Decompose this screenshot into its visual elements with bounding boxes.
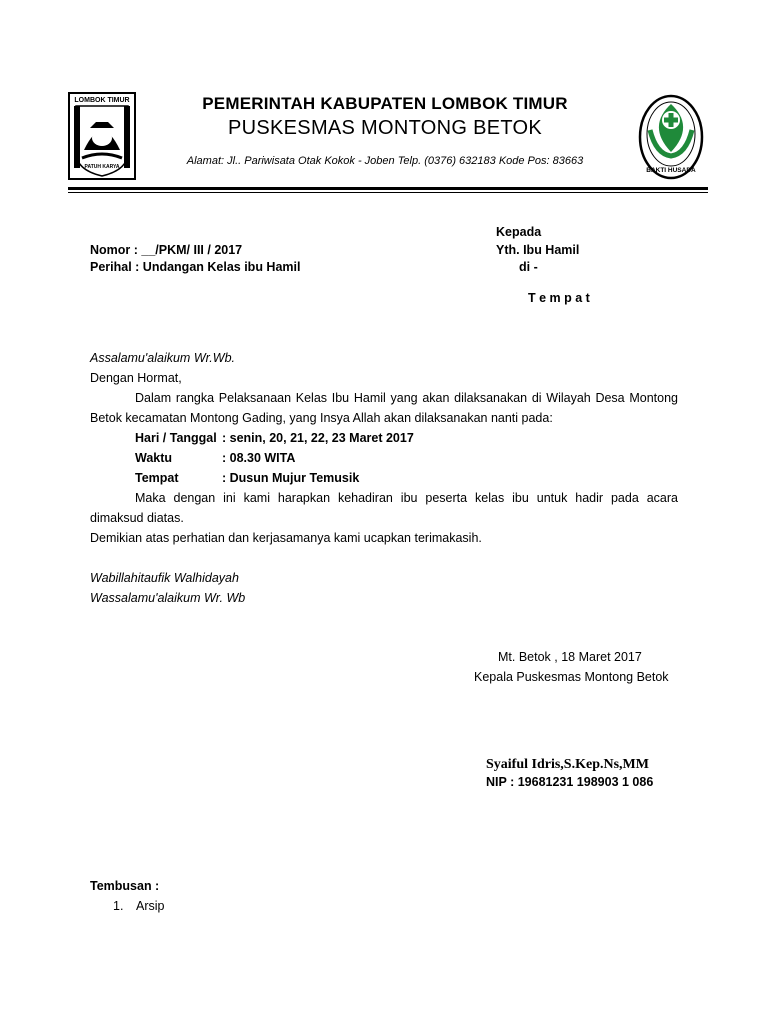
paragraph-1-line-2: Betok kecamatan Montong Gading, yang Insya Allah akan dilaksanakan nanti pada: <box>90 411 553 425</box>
greeting: Assalamu'alaikum Wr.Wb. <box>90 351 236 365</box>
paragraph-3: Demikian atas perhatian dan kerjasamanya kami ucapkan terimakasih. <box>90 531 482 545</box>
letter-subject: Perihal : Undangan Kelas ibu Hamil <box>90 260 301 274</box>
detail-label-time: Waktu <box>135 451 173 465</box>
header-rule-thin <box>68 192 708 193</box>
signatory-nip: NIP : 19681231 198903 1 086 <box>486 775 654 789</box>
cc-heading: Tembusan : <box>90 879 160 893</box>
detail-value-date: : senin, 20, 21, 22, 23 Maret 2017 <box>222 431 414 445</box>
closing-2: Wassalamu'alaikum Wr. Wb <box>90 591 246 605</box>
salutation: Dengan Hormat, <box>90 371 182 385</box>
place-date: Mt. Betok , 18 Maret 2017 <box>498 650 642 664</box>
recipient-tempat: T e m p a t <box>528 291 590 305</box>
closing-1: Wabillahitaufik Walhidayah <box>90 571 239 585</box>
detail-value-time: : 08.30 WITA <box>222 451 296 465</box>
government-name: PEMERINTAH KABUPATEN LOMBOK TIMUR <box>202 94 568 113</box>
paragraph-1-line-1: Dalam rangka Pelaksanaan Kelas Ibu Hamil yang akan dilaksanakan di Wilayah Desa Montong <box>135 391 678 405</box>
logo-left-title: LOMBOK TIMUR <box>74 97 130 104</box>
logo-right-title: BAKTI HUSADA <box>646 167 696 174</box>
address-line: Alamat: Jl.. Pariwisata Otak Kokok - Joben Telp. (0376) 632183 Kode Pos: 83663 <box>186 155 584 167</box>
lombok-timur-logo <box>68 92 136 180</box>
paragraph-2-line-1: Maka dengan ini kami harapkan kehadiran ibu peserta kelas ibu untuk hadir pada acara <box>135 491 678 505</box>
recipient-yth: Yth. Ibu Hamil <box>496 243 580 257</box>
cc-item-text: Arsip <box>136 899 165 913</box>
detail-label-date: Hari / Tanggal <box>135 431 217 445</box>
logo-left-motto: PATUH KARYA <box>84 164 120 170</box>
signatory-name: Syaiful Idris,S.Kep.Ns,MM <box>486 757 649 772</box>
institution-name: PUSKESMAS MONTONG BETOK <box>228 117 542 139</box>
header-rule-thick <box>68 187 708 190</box>
recipient-di: di - <box>519 260 538 274</box>
letter-number: Nomor : __/PKM/ III / 2017 <box>90 243 243 257</box>
recipient-kepada: Kepada <box>496 225 542 239</box>
detail-label-place: Tempat <box>135 471 179 485</box>
paragraph-2-line-2: dimaksud diatas. <box>90 511 184 525</box>
detail-value-place: : Dusun Mujur Temusik <box>222 471 360 485</box>
signatory-position: Kepala Puskesmas Montong Betok <box>474 670 669 684</box>
bakti-husada-logo <box>638 94 704 180</box>
cc-item-number: 1. <box>113 899 124 913</box>
